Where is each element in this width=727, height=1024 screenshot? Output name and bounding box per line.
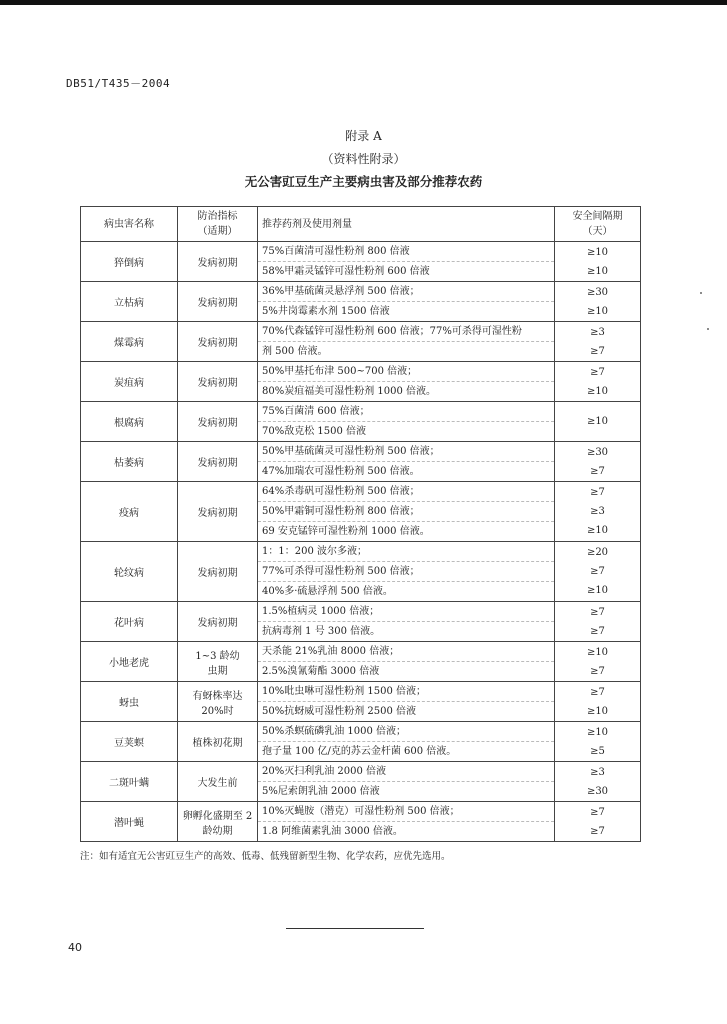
pest-name: 猝倒病 <box>81 242 178 282</box>
safety-interval: ≥10 <box>586 305 609 317</box>
pest-name: 立枯病 <box>81 282 178 322</box>
safety-interval: ≥10 <box>586 246 609 258</box>
scan-speck <box>700 292 702 294</box>
pest-name: 炭疽病 <box>81 362 178 402</box>
agent-dosage: 5%井岗霉素水剂 1500 倍液 <box>262 306 390 317</box>
table-row <box>81 242 641 282</box>
agent-cell <box>258 682 555 722</box>
agent-dosage: 2.5%溴氰菊酯 3000 倍液 <box>262 666 380 677</box>
pest-name: 蚜虫 <box>81 682 178 722</box>
agent-dosage: 70%敌克松 1500 倍液 <box>262 426 367 437</box>
pest-name: 豆荚螟 <box>81 722 178 762</box>
safety-interval: ≥10 <box>586 726 609 738</box>
header-agents: 推荐药剂及使用剂量 <box>258 207 555 242</box>
agent-dosage: 天杀能 21%乳油 8000 倍液； <box>258 642 554 662</box>
agent-cell <box>258 402 555 442</box>
safety-interval: ≥30 <box>586 286 609 298</box>
agent-dosage: 剂 500 倍液。 <box>262 346 328 357</box>
control-stage: 发病初期 <box>178 362 258 402</box>
table-header-row <box>81 207 641 242</box>
agent-dosage: 69 安克锰锌可湿性粉剂 1000 倍液。 <box>262 526 430 537</box>
safety-interval: ≥7 <box>590 465 605 477</box>
agent-dosage: 77%可杀得可湿性粉剂 500 倍液； <box>258 562 554 582</box>
safety-interval: ≥30 <box>586 446 609 458</box>
safety-interval: ≥3 <box>590 326 605 338</box>
table-row <box>81 762 641 802</box>
control-stage: 发病初期 <box>178 282 258 322</box>
agent-dosage: 50%甲基托布津 500~700 倍液； <box>258 362 554 382</box>
safety-interval: ≥30 <box>586 785 609 797</box>
safety-interval: ≥7 <box>590 345 605 357</box>
safety-interval-cell <box>555 282 641 322</box>
safety-interval-cell <box>555 442 641 482</box>
agent-dosage: 70%代森锰锌可湿性粉剂 600 倍液；77%可杀得可湿性粉 <box>258 322 554 342</box>
control-stage: 发病初期 <box>178 242 258 282</box>
table-row <box>81 542 641 602</box>
safety-interval-cell <box>555 362 641 402</box>
table-row <box>81 602 641 642</box>
control-stage: 1~3 龄幼 虫期 <box>178 642 258 682</box>
pest-name: 潜叶蝇 <box>81 802 178 842</box>
agent-cell <box>258 802 555 842</box>
agent-cell <box>258 542 555 602</box>
agent-dosage: 64%杀毒矾可湿性粉剂 500 倍液； <box>258 482 554 502</box>
table-row <box>81 482 641 542</box>
agent-cell <box>258 762 555 802</box>
table-row <box>81 682 641 722</box>
control-stage: 植株初花期 <box>178 722 258 762</box>
safety-interval: ≥7 <box>590 825 605 837</box>
table-row <box>81 802 641 842</box>
pest-name: 二斑叶螨 <box>81 762 178 802</box>
pest-name: 轮纹病 <box>81 542 178 602</box>
agent-cell <box>258 602 555 642</box>
agent-cell <box>258 642 555 682</box>
agent-cell <box>258 282 555 322</box>
agent-dosage: 1.5%植病灵 1000 倍液； <box>258 602 554 622</box>
control-stage: 有蚜株率达 20%时 <box>178 682 258 722</box>
safety-interval-cell <box>555 542 641 602</box>
safety-interval: ≥7 <box>590 487 605 498</box>
table-note: 注：如有适宜无公害豇豆生产的高效、低毒、低残留新型生物、化学农药，应优先选用。 <box>80 851 451 862</box>
agent-dosage: 1.8 阿维菌素乳油 3000 倍液。 <box>262 826 403 837</box>
safety-interval-cell <box>555 322 641 362</box>
pest-name: 枯萎病 <box>81 442 178 482</box>
scan-speck <box>707 328 709 330</box>
table-row <box>81 442 641 482</box>
agent-dosage: 10%灭蝇胺（潜克）可湿性粉剂 500 倍液； <box>258 802 554 822</box>
safety-interval: ≥10 <box>586 416 609 427</box>
safety-interval: ≥10 <box>586 585 609 596</box>
control-stage: 发病初期 <box>178 322 258 362</box>
control-stage: 发病初期 <box>178 442 258 482</box>
agent-cell <box>258 442 555 482</box>
table-row <box>81 362 641 402</box>
agent-cell <box>258 722 555 762</box>
safety-interval-cell <box>555 602 641 642</box>
page-number: 40 <box>68 941 82 954</box>
header-name: 病虫害名称 <box>81 207 178 242</box>
safety-interval-cell <box>555 482 641 542</box>
agent-dosage: 58%甲霜灵锰锌可湿性粉剂 600 倍液 <box>262 266 430 277</box>
agent-dosage: 50%杀螟硫磷乳油 1000 倍液； <box>258 722 554 742</box>
safety-interval: ≥10 <box>586 265 609 277</box>
table-row <box>81 402 641 442</box>
agent-dosage: 50%甲基硫菌灵可湿性粉剂 500 倍液； <box>258 442 554 462</box>
safety-interval: ≥7 <box>590 806 605 818</box>
safety-interval: ≥7 <box>590 566 605 577</box>
appendix-type: （资料性附录） <box>321 152 406 166</box>
safety-interval: ≥3 <box>590 766 605 778</box>
table-row <box>81 282 641 322</box>
safety-interval: ≥10 <box>586 646 609 658</box>
safety-interval: ≥10 <box>586 525 609 536</box>
safety-interval: ≥3 <box>590 506 605 517</box>
header-stage: 防治指标 （适期） <box>178 207 258 242</box>
table-row <box>81 722 641 762</box>
safety-interval: ≥10 <box>586 385 609 397</box>
footer-rule <box>286 928 424 929</box>
agent-cell <box>258 242 555 282</box>
agent-dosage: 10%吡虫啉可湿性粉剂 1500 倍液； <box>258 682 554 702</box>
pesticide-table <box>80 206 641 842</box>
safety-interval: ≥7 <box>590 606 605 618</box>
agent-dosage: 20%灭扫利乳油 2000 倍液 <box>258 762 554 782</box>
safety-interval: ≥7 <box>590 665 605 677</box>
agent-dosage: 抗病毒剂 1 号 300 倍液。 <box>262 626 381 637</box>
safety-interval-cell <box>555 642 641 682</box>
safety-interval-cell <box>555 802 641 842</box>
table-row <box>81 642 641 682</box>
agent-dosage: 孢子量 100 亿/克的苏云金杆菌 600 倍液。 <box>262 746 457 757</box>
control-stage: 大发生前 <box>178 762 258 802</box>
agent-cell <box>258 362 555 402</box>
agent-dosage: 80%炭疽福美可湿性粉剂 1000 倍液。 <box>262 386 437 397</box>
control-stage: 发病初期 <box>178 482 258 542</box>
safety-interval: ≥7 <box>590 366 605 378</box>
agent-cell <box>258 322 555 362</box>
appendix-title: 无公害豇豆生产主要病虫害及部分推荐农药 <box>244 174 483 189</box>
control-stage: 发病初期 <box>178 542 258 602</box>
safety-interval-cell <box>555 722 641 762</box>
agent-dosage: 40%多·硫悬浮剂 500 倍液。 <box>262 586 393 597</box>
safety-interval-cell <box>555 682 641 722</box>
control-stage: 发病初期 <box>178 602 258 642</box>
table-row <box>81 322 641 362</box>
pest-name: 根腐病 <box>81 402 178 442</box>
safety-interval: ≥7 <box>590 686 605 698</box>
safety-interval: ≥10 <box>586 705 609 717</box>
agent-dosage: 75%百菌清可湿性粉剂 800 倍液 <box>258 242 554 262</box>
safety-interval: ≥20 <box>586 547 609 558</box>
agent-dosage: 50%甲霜铜可湿性粉剂 800 倍液； <box>258 502 554 522</box>
agent-dosage: 5%尼索朗乳油 2000 倍液 <box>262 786 380 797</box>
safety-interval-cell <box>555 402 641 442</box>
agent-dosage: 47%加瑞农可湿性粉剂 500 倍液。 <box>262 466 420 477</box>
control-stage: 卵孵化盛期至 2 龄幼期 <box>178 802 258 842</box>
agent-dosage: 1：1：200 波尔多液； <box>258 542 554 562</box>
pest-name: 疫病 <box>81 482 178 542</box>
top-edge-bar <box>0 0 727 5</box>
safety-interval-cell <box>555 242 641 282</box>
safety-interval: ≥7 <box>590 625 605 637</box>
control-stage: 发病初期 <box>178 402 258 442</box>
agent-dosage: 50%抗蚜威可湿性粉剂 2500 倍液 <box>262 706 417 717</box>
appendix-label: 附录 A <box>345 129 382 143</box>
header-days: 安全间隔期 （天） <box>555 207 641 242</box>
safety-interval: ≥5 <box>590 745 605 757</box>
safety-interval-cell <box>555 762 641 802</box>
pest-name: 花叶病 <box>81 602 178 642</box>
standard-number: DB51/T435－2004 <box>66 77 171 90</box>
agent-dosage: 75%百菌清 600 倍液； <box>258 402 554 422</box>
agent-cell <box>258 482 555 542</box>
pest-name: 小地老虎 <box>81 642 178 682</box>
agent-dosage: 36%甲基硫菌灵悬浮剂 500 倍液； <box>258 282 554 302</box>
pest-name: 煤霉病 <box>81 322 178 362</box>
